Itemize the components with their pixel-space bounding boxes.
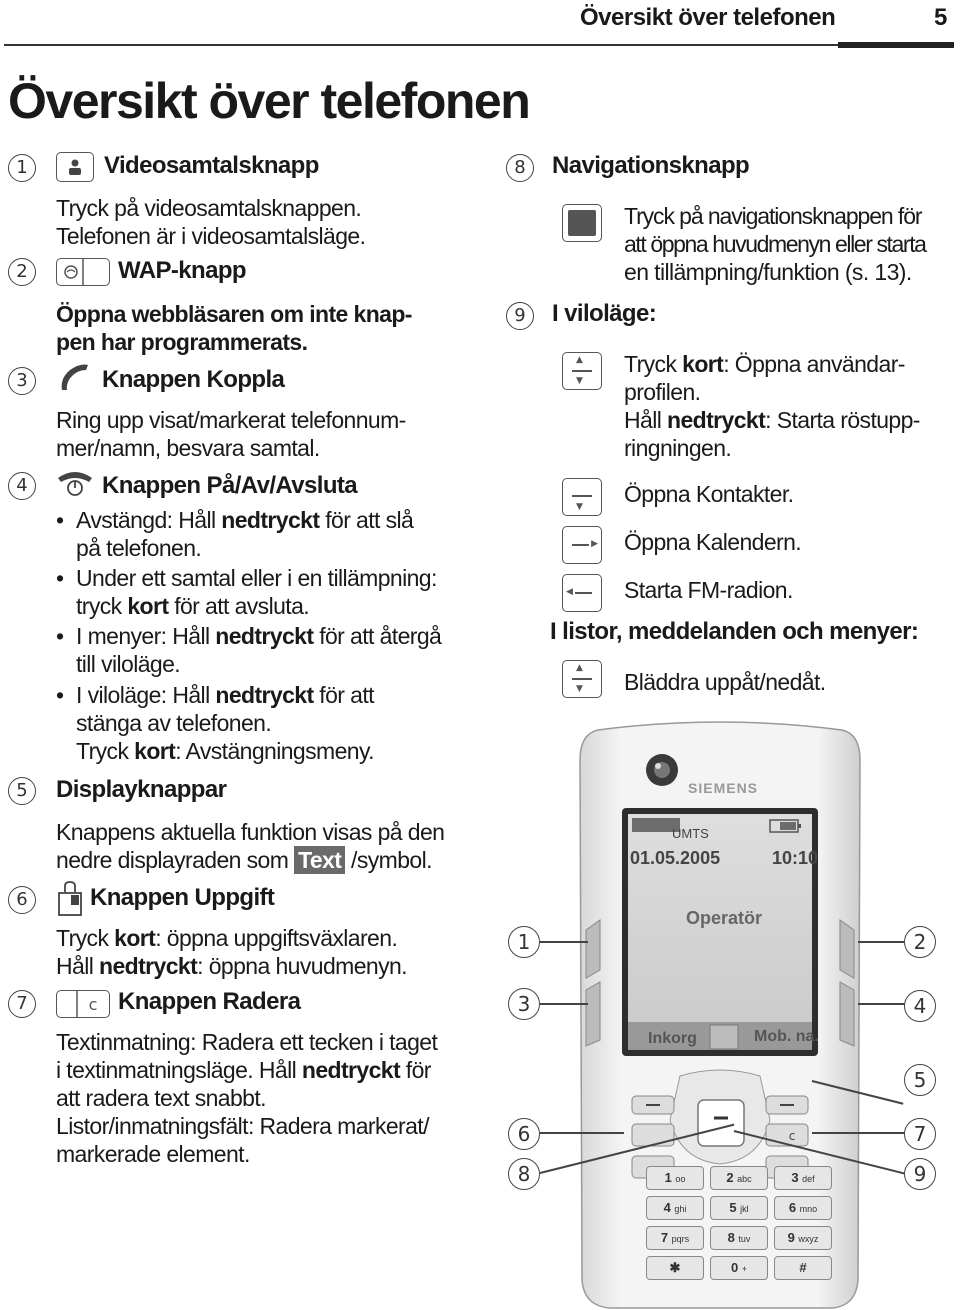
- item-9-row-1-line-4: ringningen.: [624, 435, 732, 461]
- keypad-key: 5 jkl: [710, 1196, 768, 1220]
- item-8-line-2: att öppna huvudmenyn eller starta: [624, 231, 926, 257]
- item-4-bullet-3: • I menyer: Håll nedtryckt för att återgå: [56, 623, 442, 649]
- phone-keypad: [646, 1166, 856, 1296]
- item-4-bullet-4-cont2: Tryck kort: Avstängningsmeny.: [76, 738, 374, 764]
- lists-heading: I listor, meddelanden och menyer:: [550, 618, 919, 645]
- item-3-heading: Knappen Koppla: [102, 366, 285, 393]
- item-9-row-1-line-1: Tryck kort: Öppna användar-: [624, 351, 905, 377]
- scroll-up-down-icon: ▲ ▼: [562, 660, 602, 698]
- item-1-line-1: Tryck på videosamtalsknappen.: [56, 195, 362, 221]
- phone-brand: SIEMENS: [688, 780, 759, 796]
- item-number-1: 1: [8, 154, 36, 182]
- wap-key-icon: [56, 258, 110, 286]
- callout-number-4: 4: [904, 990, 936, 1022]
- item-4-bullet-1-cont: på telefonen.: [76, 535, 202, 561]
- keypad-key: ✱: [646, 1256, 704, 1280]
- phone-softkey-right: Mob. na.: [754, 1028, 819, 1045]
- item-number-3: 3: [8, 367, 36, 395]
- clear-key-icon: [56, 990, 110, 1018]
- item-4-bullet-4-cont: stänga av telefonen.: [76, 710, 272, 736]
- callout-line-6: [540, 1132, 624, 1134]
- callout-number-6: 6: [508, 1118, 540, 1150]
- callout-number-3: 3: [508, 988, 540, 1020]
- callout-number-2: 2: [904, 926, 936, 958]
- keypad-key: 8 tuv: [710, 1226, 768, 1250]
- callout-line-4: [858, 1003, 906, 1005]
- callout-number-1: 1: [508, 926, 540, 958]
- lists-text: Bläddra uppåt/nedåt.: [624, 669, 826, 695]
- item-4-bullet-4: • I viloläge: Håll nedtryckt för att: [56, 682, 374, 708]
- item-4-bullet-2: • Under ett samtal eller i en tillämpning:: [56, 565, 437, 591]
- item-9-row-3: Öppna Kalendern.: [624, 529, 802, 555]
- navigation-key-icon: [562, 204, 602, 242]
- callout-line-1: [540, 941, 588, 943]
- phone-network-label: UMTS: [672, 826, 709, 841]
- item-number-9: 9: [506, 302, 534, 330]
- item-9-row-4: Starta FM-radion.: [624, 577, 793, 603]
- callout-number-8: 8: [508, 1158, 540, 1190]
- item-7-line-2: i textinmatningsläge. Håll nedtryckt för: [56, 1057, 431, 1083]
- item-2-line-2: pen har programmerats.: [56, 329, 308, 355]
- item-7-line-4: Listor/inmatningsfält: Radera markerat/: [56, 1113, 429, 1139]
- phone-time: 10:10: [772, 848, 819, 868]
- item-2-heading: WAP-knapp: [118, 257, 246, 284]
- item-number-4: 4: [8, 472, 36, 500]
- item-5-line-2: nedre displayraden som Text /symbol.: [56, 847, 432, 873]
- item-3-line-2: mer/namn, besvara samtal.: [56, 435, 320, 461]
- callout-number-7: 7: [904, 1118, 936, 1150]
- svg-text:c: c: [88, 995, 98, 1014]
- nav-up-down-icon: ▲ ▼: [562, 352, 602, 390]
- callout-line-2: [858, 941, 906, 943]
- item-8-heading: Navigationsknapp: [552, 152, 750, 179]
- video-call-key-icon: [56, 152, 94, 182]
- keypad-key: 1 οο: [646, 1166, 704, 1190]
- callout-line-3: [540, 1003, 588, 1005]
- item-9-row-2: Öppna Kontakter.: [624, 481, 794, 507]
- item-9-row-1-line-3: Håll nedtryckt: Starta röstupp-: [624, 407, 920, 433]
- item-4-bullet-1: • Avstängd: Håll nedtryckt för att slå: [56, 507, 414, 533]
- item-7-line-3: att radera text snabbt.: [56, 1085, 266, 1111]
- keypad-key: 0 +: [710, 1256, 768, 1280]
- keypad-key: 4 ghi: [646, 1196, 704, 1220]
- item-4-bullet-3-cont: till viloläge.: [76, 651, 181, 677]
- keypad-key: 9 wxyz: [774, 1226, 832, 1250]
- item-number-6: 6: [8, 886, 36, 914]
- page-title: Översikt över telefonen: [8, 73, 530, 129]
- item-6-heading: Knappen Uppgift: [90, 884, 275, 911]
- item-5-line-1: Knappens aktuella funktion visas på den: [56, 819, 445, 845]
- keypad-key: 6 mno: [774, 1196, 832, 1220]
- item-number-2: 2: [8, 258, 36, 286]
- call-key-icon: [56, 360, 92, 396]
- item-2-line-1: Öppna webbläsaren om inte knap-: [56, 301, 412, 327]
- item-1-heading: Videosamtalsknapp: [104, 152, 319, 179]
- keypad-key: 7 pqrs: [646, 1226, 704, 1250]
- page-number: 5: [934, 4, 947, 31]
- phone-operator: Operatör: [686, 908, 763, 928]
- phone-softkey-left: Inkorg: [648, 1030, 697, 1047]
- end-key-icon: [56, 466, 94, 500]
- nav-left-icon: ◀: [562, 574, 602, 612]
- item-7-line-5: markerade element.: [56, 1141, 250, 1167]
- task-key-icon: [56, 880, 86, 920]
- item-number-8: 8: [506, 154, 534, 182]
- item-number-7: 7: [8, 990, 36, 1018]
- callout-line-7: [812, 1132, 906, 1134]
- item-number-5: 5: [8, 777, 36, 805]
- running-header-title: Översikt över telefonen: [580, 4, 836, 31]
- nav-down-icon: ▼: [562, 478, 602, 516]
- item-9-row-1-line-2: profilen.: [624, 379, 701, 405]
- callout-number-9: 9: [904, 1158, 936, 1190]
- soft-key-text-sample: Text: [294, 846, 345, 874]
- item-4-heading: Knappen På/Av/Avsluta: [102, 472, 358, 499]
- svg-text:c: c: [788, 1129, 796, 1143]
- header-rule: [4, 44, 838, 46]
- item-8-line-1: Tryck på navigationsknappen för: [624, 203, 922, 229]
- callout-number-5: 5: [904, 1064, 936, 1096]
- header-rule-thick: [838, 42, 954, 48]
- item-6-line-1: Tryck kort: öppna uppgiftsväxlaren.: [56, 925, 398, 951]
- item-8-line-3: en tillämpning/funktion (s. 13).: [624, 259, 912, 285]
- item-7-heading: Knappen Radera: [118, 988, 301, 1015]
- item-3-line-1: Ring upp visat/markerat telefonnum-: [56, 407, 406, 433]
- item-9-heading: I viloläge:: [552, 300, 657, 327]
- item-7-line-1: Textinmatning: Radera ett tecken i taget: [56, 1029, 438, 1055]
- item-4-bullet-2-cont: tryck kort för att avsluta.: [76, 593, 310, 619]
- item-5-heading: Displayknappar: [56, 776, 227, 803]
- item-6-line-2: Håll nedtryckt: öppna huvudmenyn.: [56, 953, 407, 979]
- keypad-key: #: [774, 1256, 832, 1280]
- keypad-key: 2 abc: [710, 1166, 768, 1190]
- item-1-line-2: Telefonen är i videosamtalsläge.: [56, 223, 366, 249]
- keypad-key: 3 def: [774, 1166, 832, 1190]
- nav-right-icon: ▶: [562, 526, 602, 564]
- phone-date: 01.05.2005: [630, 848, 721, 868]
